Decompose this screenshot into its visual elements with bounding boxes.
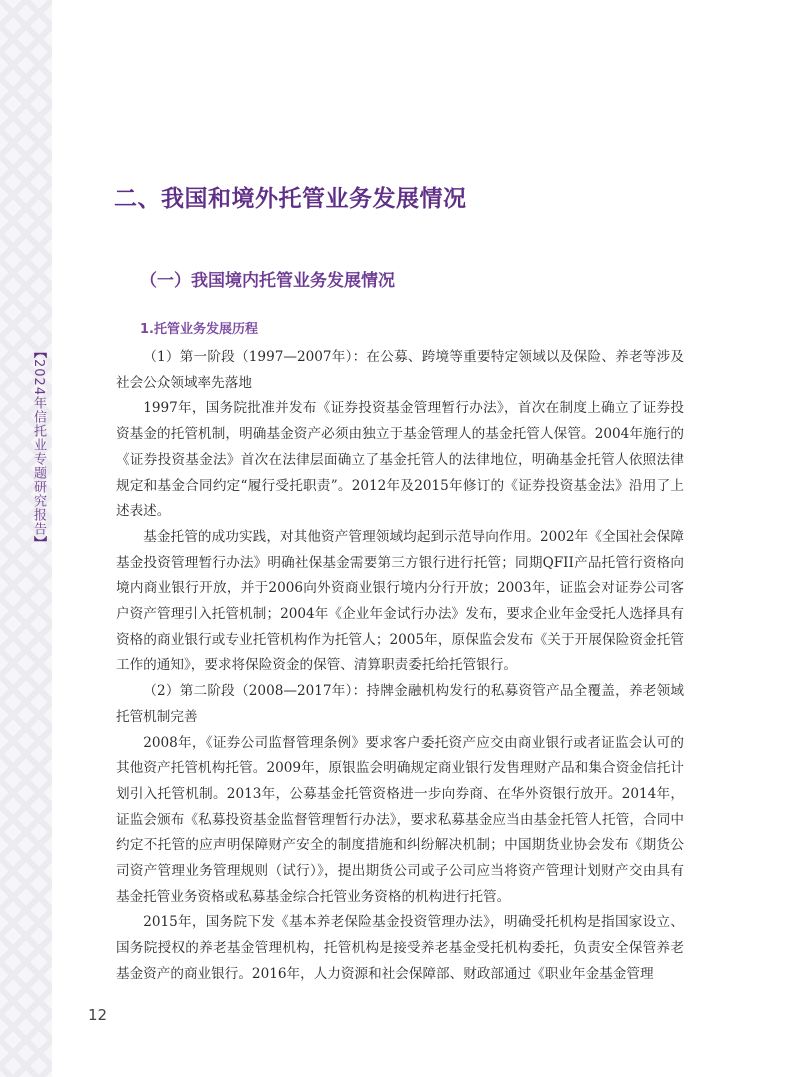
section-title: 二、我国和境外托管业务发展情况	[114, 186, 467, 212]
paragraph: （1）第一阶段（1997—2007年）：在公募、跨境等重要特定领域以及保险、养老等涉及社会公众领域率先落地	[116, 349, 684, 391]
running-header	[30, 345, 48, 550]
sub-subsection-title: 1.托管业务发展历程	[140, 322, 258, 337]
bracket-open: 【	[31, 345, 46, 359]
subsection-title: （一）我国境内托管业务发展情况	[140, 271, 395, 291]
paragraph: 1997年，国务院批准并发布《证券投资基金管理暂行办法》，首次在制度上确立了证券投资基金的托管机制，明确基金资产必须由独立于基金管理人的基金托管人保管。2004年施行的《证券投资基金法》首次在法律层面确立了基金托管人的法律地位，明确基金托管人依照法律规定和基金合同约定“履行受托职责”。2012年及2015年修订的《证券投资基金法》沿用了上述表述。	[116, 400, 684, 520]
paragraph: 基金托管的成功实践，对其他资产管理领域均起到示范导向作用。2002年《全国社会保障基金投资管理暂行办法》明确社保基金需要第三方银行进行托管；同期QFII产品托管行资格向境内商业银行开放，并于2006向外资商业银行境内分行开放；2003年，证监会对证券公司客户资产管理引入托管机制；2004年《企业年金试行办法》发布，要求企业年金受托人选择具有资格的商业银行或专业托管机构作为托管人；2005年，原保监会发布《关于开展保险资金托管工作的通知》，要求将保险资金的保管、清算职责委托给托管银行。	[116, 528, 684, 674]
body-text	[116, 345, 684, 988]
bracket-close: 】	[31, 536, 46, 551]
paragraph: （2）第二阶段（2008—2017年）：持牌金融机构发行的私募资管产品全覆盖，养老领域托管机制完善	[116, 683, 684, 725]
report-title: 2024年信托业专题研究报告	[31, 359, 46, 537]
paragraph: 2015年，国务院下发《基本养老保险基金投资管理办法》，明确受托机构是指国家设立、国务院授权的养老基金管理机构，托管机构是接受养老基金受托机构委托，负责安全保管养老基金资产的商业银行。2016年，人力资源和社会保障部、财政部通过《职业年金基金管理	[116, 914, 684, 982]
paragraph: 2008年，《证券公司监督管理条例》要求客户委托资产应交由商业银行或者证监会认可的其他资产托管机构托管。2009年，原银监会明确规定商业银行发售理财产品和集合资金信托计划引入托管机制。2013年，公募基金托管资格进一步向券商、在华外资银行放开。2014年，证监会颁布《私募投资基金监督管理暂行办法》，要求私募基金应当由基金托管人托管，合同中约定不托管的应声明保障财产安全的制度措施和纠纷解决机制；中国期货业协会发布《期货公司资产管理业务管理规则（试行）》，提出期货公司或子公司应当将资产管理计划财产交由具有基金托管业务资格或私募基金综合托管业务资格的机构进行托管。	[116, 734, 684, 905]
page-number: 12	[88, 1006, 108, 1024]
